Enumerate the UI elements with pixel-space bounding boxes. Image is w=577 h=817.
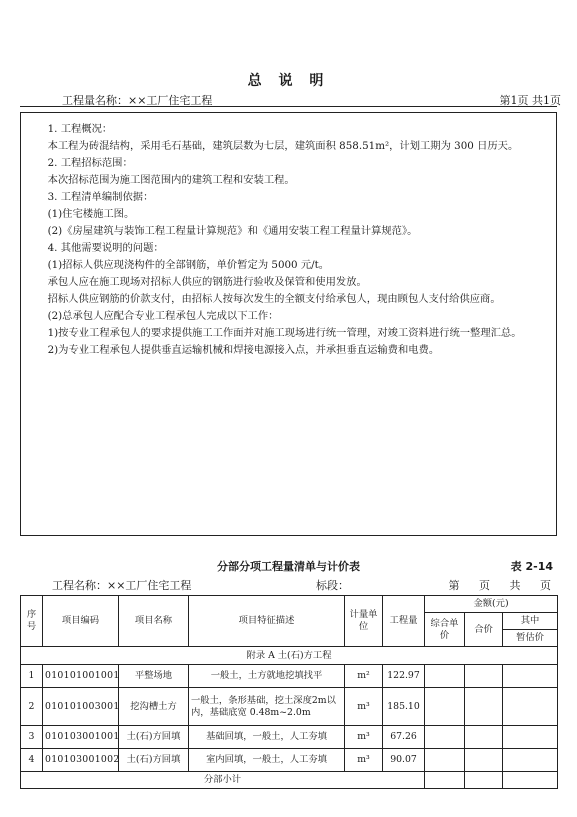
header-desc: 项目特征描述	[189, 596, 345, 647]
cell-provisional	[503, 726, 558, 749]
cell-name: 土(石)方回填	[119, 726, 189, 749]
bill-title: 分部分项工程量清单与计价表	[217, 560, 360, 573]
cell-code: 010103001001	[43, 726, 119, 749]
general-notes-page-info: 第1页 共1页	[499, 94, 561, 107]
subtotal-label: 分部小计	[21, 772, 425, 789]
cell-name: 土(石)方回填	[119, 749, 189, 772]
note-paragraph: (2)《房屋建筑与装饰工程工程量计算规范》和《通用安装工程工程量计算规范》。	[47, 225, 418, 237]
cell-total	[465, 749, 503, 772]
bill-table-number: 表 2-14	[510, 560, 553, 573]
cell-composite	[425, 749, 465, 772]
cell-composite	[425, 688, 465, 726]
note-paragraph: 本次招标范围为施工图范围内的建筑工程和安装工程。	[47, 174, 295, 186]
subtotal-row	[21, 772, 558, 789]
note-paragraph: (2)总承包人应配合专业工程承包人完成以下工作：	[47, 310, 279, 322]
note-paragraph: 2. 工程招标范围：	[47, 157, 133, 169]
cell-provisional	[503, 772, 558, 789]
appendix-row: 附录 A 土(石)方工程	[21, 647, 558, 665]
bill-section-label: 标段：	[316, 579, 349, 592]
note-paragraph: (1)住宅楼施工图。	[47, 208, 135, 220]
cell-seq: 2	[21, 688, 43, 726]
cell-code: 010101003001	[43, 688, 119, 726]
cell-total	[465, 772, 503, 789]
table-row	[21, 665, 558, 688]
header-rule	[20, 106, 557, 107]
general-notes-project: 工程量名称：××工厂住宅工程	[62, 94, 213, 107]
note-paragraph: 2)为专业工程承包人提供垂直运输机械和焊接电源接入点，并承担垂直运输费和电费。	[47, 344, 440, 356]
cell-composite	[425, 665, 465, 688]
note-paragraph: 3. 工程清单编制依据：	[47, 191, 154, 203]
cell-seq: 4	[21, 749, 43, 772]
bill-project: 工程名称：××工厂住宅工程	[52, 579, 192, 592]
cell-qty: 90.07	[383, 749, 425, 772]
cell-composite	[425, 726, 465, 749]
header-name: 项目名称	[119, 596, 189, 647]
cell-unit: m³	[345, 688, 383, 726]
note-paragraph: 承包人应在施工现场对招标人供应的钢筋进行验收及保管和使用发放。	[47, 276, 367, 288]
header-provisional: 暂估价	[503, 630, 558, 647]
cell-unit: m²	[345, 665, 383, 688]
note-paragraph: (1)招标人供应现浇构件的全部钢筋，单价暂定为 5000 元/t。	[47, 259, 330, 271]
cell-code: 010101001001	[43, 665, 119, 688]
header-unit: 计量单位	[345, 596, 383, 647]
general-notes-box	[20, 112, 557, 536]
table-row	[21, 688, 558, 726]
cell-unit: m³	[345, 726, 383, 749]
cell-unit: m³	[345, 749, 383, 772]
cell-provisional	[503, 665, 558, 688]
cell-desc: 一般土，土方就地挖填找平	[189, 665, 345, 688]
note-paragraph: 4. 其他需要说明的问题：	[47, 242, 164, 254]
general-notes-title: 总 说 明	[247, 73, 330, 89]
header-qty: 工程量	[383, 596, 425, 647]
note-paragraph: 1)按专业工程承包人的要求提供施工工作面并对施工现场进行统一管理，对竣工资料进行统一整理汇总。	[47, 327, 522, 339]
table-row	[21, 749, 558, 772]
header-composite: 综合单价	[425, 613, 465, 647]
note-paragraph: 1. 工程概况：	[47, 123, 113, 135]
cell-name: 挖沟槽土方	[119, 688, 189, 726]
header-among: 其中	[503, 613, 558, 630]
cell-code: 010103001002	[43, 749, 119, 772]
bill-page-info: 第 页 共 页	[448, 579, 559, 592]
cell-total	[465, 688, 503, 726]
cell-provisional	[503, 688, 558, 726]
cell-desc: 基础回填，一般土，人工夯填	[189, 726, 345, 749]
note-paragraph: 本工程为砖混结构，采用毛石基础，建筑层数为七层，建筑面积 858.51m²，计划工期为 300 日历天。	[47, 140, 519, 152]
cell-desc: 一般土，条形基础，挖土深度2m以内，基础底宽 0.48m~2.0m	[189, 688, 345, 726]
cell-qty: 67.26	[383, 726, 425, 749]
cell-total	[465, 665, 503, 688]
header-seq: 序号	[21, 596, 43, 647]
cell-qty: 185.10	[383, 688, 425, 726]
cell-seq: 1	[21, 665, 43, 688]
header-amount: 金额(元)	[425, 596, 558, 613]
table-row	[21, 726, 558, 749]
cell-name: 平整场地	[119, 665, 189, 688]
cell-qty: 122.97	[383, 665, 425, 688]
header-code: 项目编码	[43, 596, 119, 647]
cell-provisional	[503, 749, 558, 772]
cell-seq: 3	[21, 726, 43, 749]
cell-desc: 室内回填，一般土，人工夯填	[189, 749, 345, 772]
cell-composite	[425, 772, 465, 789]
header-total: 合价	[465, 613, 503, 647]
note-paragraph: 招标人供应钢筋的价款支付，由招标人按每次发生的全额支付给承包人，现由顾包人支付给供应商。	[47, 293, 501, 305]
bill-table	[20, 595, 558, 789]
cell-total	[465, 726, 503, 749]
